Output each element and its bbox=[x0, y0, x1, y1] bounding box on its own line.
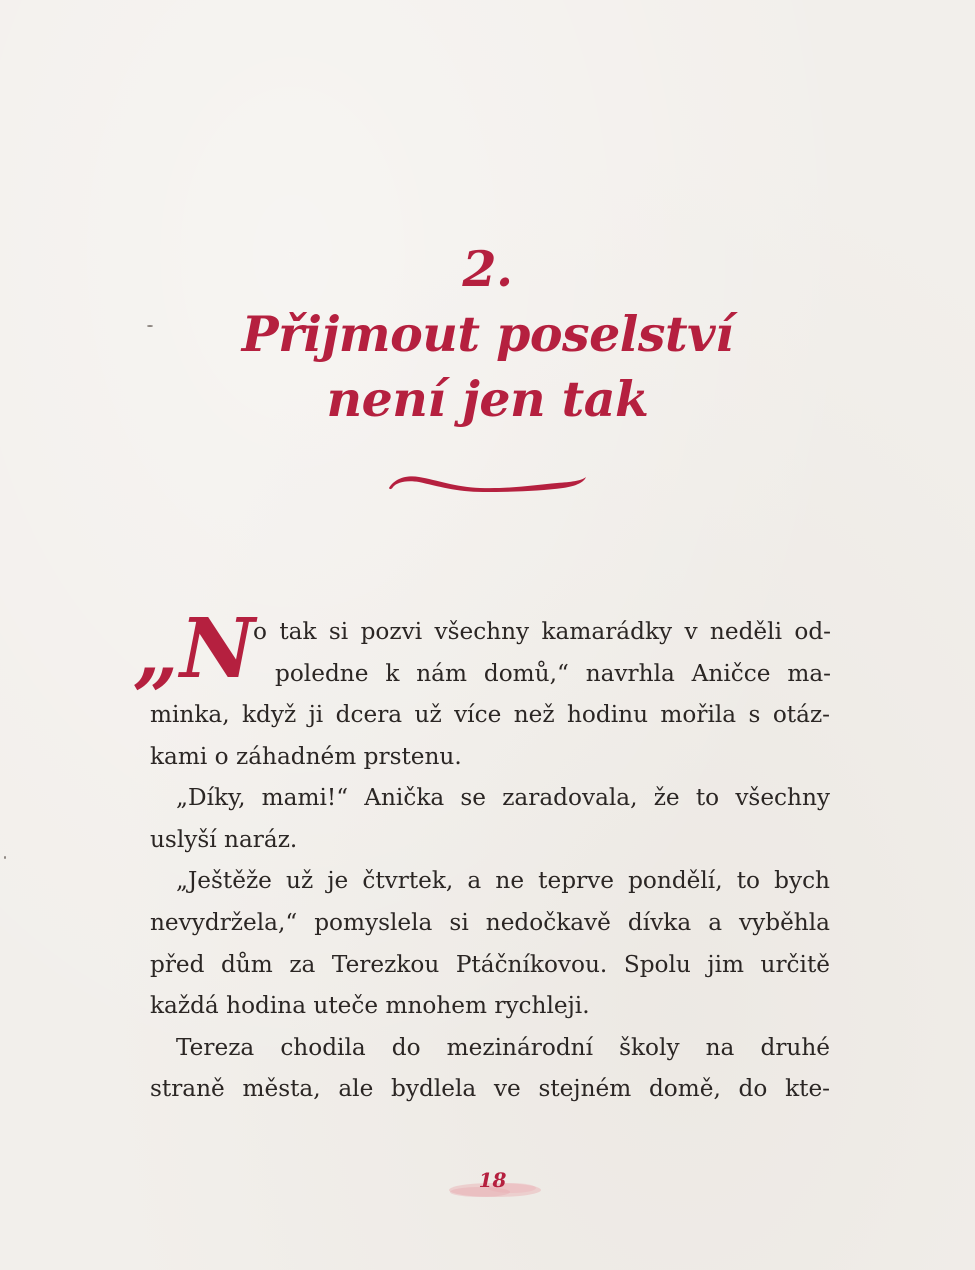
text-line: o tak si pozvi všechny kamarádky v neděli od- bbox=[253, 618, 831, 645]
chapter-title-line-2: není jen tak bbox=[326, 370, 649, 428]
paper-speck bbox=[4, 856, 6, 859]
text-line: straně města, ale bydlela ve stejném domě, do kte- bbox=[150, 1075, 830, 1103]
opening-lines bbox=[253, 611, 831, 694]
drop-cap-quote: „ bbox=[133, 605, 180, 699]
text-line: minka, když ji dcera už více než hodinu mořila s otáz- bbox=[150, 701, 830, 728]
text-line: „Díky, mami!“ Anička se zaradovala, že to všechny bbox=[176, 784, 830, 812]
text-line: Tereza chodila do mezinárodní školy na druhé bbox=[176, 1033, 830, 1061]
text-line: „Ještěže už je čtvrtek, a ne teprve pondělí, to bych bbox=[176, 867, 830, 895]
drop-cap-letter: N bbox=[180, 601, 255, 697]
chapter-number: 2. bbox=[462, 240, 513, 298]
body-text bbox=[150, 694, 830, 1110]
text-line: každá hodina uteče mnohem rychleji. bbox=[150, 992, 590, 1020]
page-number-area bbox=[440, 1160, 545, 1206]
flourish-ornament bbox=[385, 468, 590, 498]
text-line: nevydržela,“ pomyslela si nedočkavě dívka a vyběhla bbox=[150, 908, 830, 936]
text-line: před dům za Terezkou Ptáčníkovou. Spolu jim určitě bbox=[150, 950, 830, 978]
page-number: 18 bbox=[478, 1168, 507, 1192]
chapter-title-line-1: Přijmout poselství bbox=[241, 305, 734, 363]
text-line: uslyší naráz. bbox=[150, 825, 298, 853]
text-line: poledne k nám domů,“ navrhla Aničce ma- bbox=[275, 659, 831, 687]
text-line: kami o záhadném prstenu. bbox=[150, 742, 462, 770]
